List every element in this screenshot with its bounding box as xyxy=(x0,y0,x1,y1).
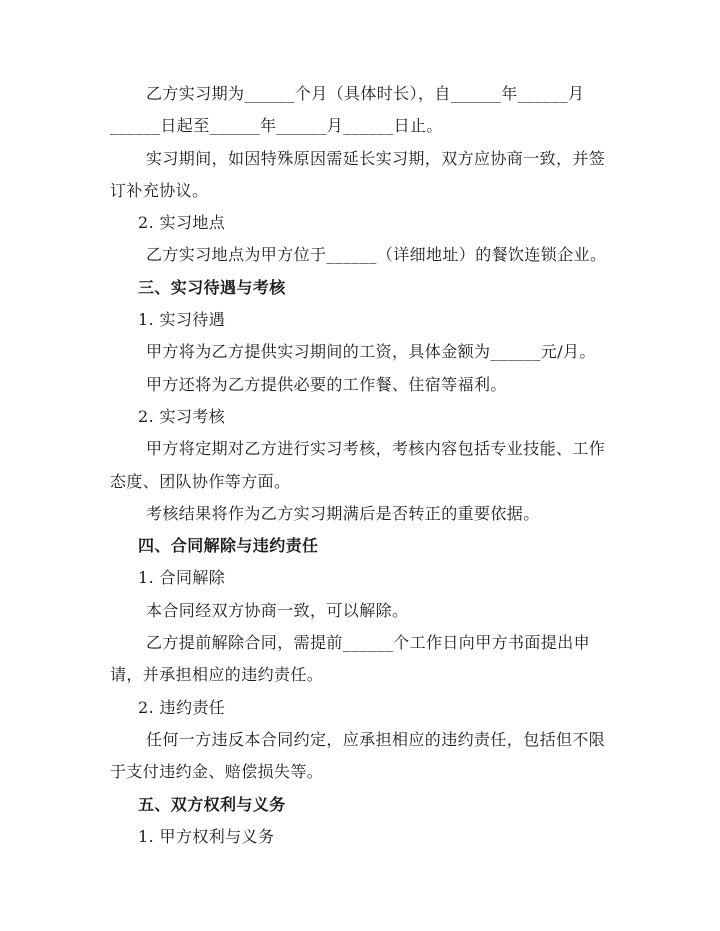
extension-paragraph: 实习期间，如因特殊原因需延长实习期，双方应协商一致，并签 xyxy=(146,148,606,168)
subsection-location: 2. 实习地点 xyxy=(138,213,226,233)
section-heading-compensation: 三、实习待遇与考核 xyxy=(138,277,286,297)
assessment-paragraph: 甲方将定期对乙方进行实习考核，考核内容包括专业技能、工作 xyxy=(146,439,606,459)
subsection-assessment: 2. 实习考核 xyxy=(138,406,226,426)
section-heading-rights: 五、双方权利与义务 xyxy=(138,794,286,814)
early-termination-paragraph-cont: 请，并承担相应的违约责任。 xyxy=(110,665,324,685)
section-heading-termination: 四、合同解除与违约责任 xyxy=(138,536,319,556)
internship-period-line-cont: ______日起至______年______月______日止。 xyxy=(110,116,443,136)
document-page xyxy=(110,78,610,853)
subsection-party-a-rights: 1. 甲方权利与义务 xyxy=(138,826,275,846)
salary-paragraph: 甲方将为乙方提供实习期间的工资，具体金额为______元/月。 xyxy=(146,342,596,362)
assessment-result-paragraph: 考核结果将作为乙方实习期满后是否转正的重要依据。 xyxy=(146,503,540,523)
liability-paragraph: 任何一方违反本合同约定，应承担相应的违约责任，包括但不限 xyxy=(146,729,606,749)
termination-paragraph: 本合同经双方协商一致，可以解除。 xyxy=(146,600,409,620)
liability-paragraph-cont: 于支付违约金、赔偿损失等。 xyxy=(110,762,324,782)
subsection-compensation: 1. 实习待遇 xyxy=(138,310,226,330)
extension-paragraph-cont: 订补充协议。 xyxy=(110,180,209,200)
benefits-paragraph: 甲方还将为乙方提供必要的工作餐、住宿等福利。 xyxy=(146,374,507,394)
subsection-liability: 2. 违约责任 xyxy=(138,697,226,717)
early-termination-paragraph: 乙方提前解除合同，需提前______个工作日向甲方书面提出申 xyxy=(146,633,591,653)
subsection-termination: 1. 合同解除 xyxy=(138,568,226,588)
internship-period-line: 乙方实习期为______个月（具体时长），自______年______月 xyxy=(146,84,585,103)
assessment-paragraph-cont: 态度、团队协作等方面。 xyxy=(110,471,291,491)
location-paragraph: 乙方实习地点为甲方位于______（详细地址）的餐饮连锁企业。 xyxy=(146,245,607,265)
